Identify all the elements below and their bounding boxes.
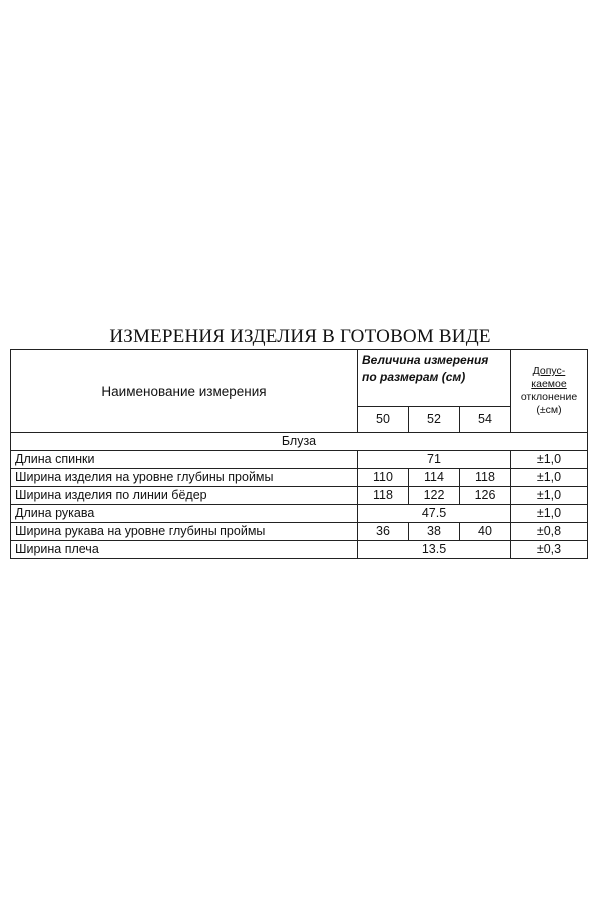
row-name: Длина спинки (11, 451, 358, 469)
measurements-table (10, 349, 588, 559)
row-name: Длина рукава (11, 505, 358, 523)
row-deviation: ±1,0 (511, 469, 588, 487)
row-name: Ширина изделия на уровне глубины проймы (11, 469, 358, 487)
row-deviation: ±0,3 (511, 541, 588, 559)
table-row (11, 505, 588, 523)
row-value-52: 114 (409, 469, 460, 487)
header-sizes-title: Величина измерения по размерам (см) (358, 350, 511, 407)
header-deviation-line1: Допус- (532, 365, 566, 377)
table-row (11, 451, 588, 469)
row-value-52: 38 (409, 523, 460, 541)
row-name: Ширина плеча (11, 541, 358, 559)
table-row (11, 487, 588, 505)
table-section-row (11, 433, 588, 451)
table-row (11, 541, 588, 559)
table-row (11, 469, 588, 487)
header-deviation-line4: (±см) (536, 404, 562, 416)
header-deviation (511, 350, 588, 433)
row-deviation: ±1,0 (511, 487, 588, 505)
table-row (11, 523, 588, 541)
row-value-50: 110 (358, 469, 409, 487)
header-measurement-name: Наименование измерения (11, 350, 358, 433)
row-value-50: 118 (358, 487, 409, 505)
row-deviation: ±0,8 (511, 523, 588, 541)
row-value: 47.5 (358, 505, 511, 523)
row-value-54: 126 (460, 487, 511, 505)
header-deviation-line2: каемое (531, 378, 567, 390)
row-value-54: 40 (460, 523, 511, 541)
row-deviation: ±1,0 (511, 505, 588, 523)
row-value: 13.5 (358, 541, 511, 559)
row-deviation: ±1,0 (511, 451, 588, 469)
row-name: Ширина рукава на уровне глубины проймы (11, 523, 358, 541)
header-size-52: 52 (409, 407, 460, 433)
row-value-52: 122 (409, 487, 460, 505)
row-value-54: 118 (460, 469, 511, 487)
row-name: Ширина изделия по линии бёдер (11, 487, 358, 505)
header-deviation-line3: отклонение (520, 391, 578, 403)
row-value-50: 36 (358, 523, 409, 541)
section-label: Блуза (11, 433, 588, 451)
row-value: 71 (358, 451, 511, 469)
page-title: ИЗМЕРЕНИЯ ИЗДЕЛИЯ В ГОТОВОМ ВИДЕ (109, 326, 491, 347)
table-header-row (11, 350, 588, 407)
header-size-54: 54 (460, 407, 511, 433)
header-size-50: 50 (358, 407, 409, 433)
